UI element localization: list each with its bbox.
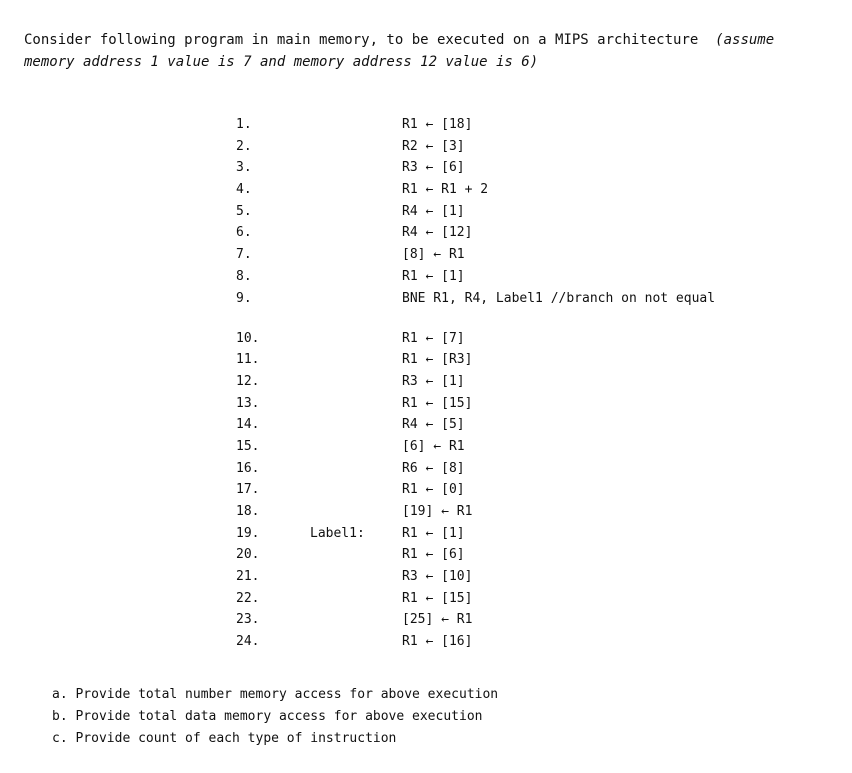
instruction: R4 ← [1] [402, 203, 465, 219]
instruction: R6 ← [8] [402, 460, 465, 476]
program-line [236, 436, 796, 458]
line-number: 23. [236, 612, 260, 628]
program-line [236, 349, 796, 371]
program-line [236, 588, 796, 610]
question-list [52, 684, 498, 750]
question-b: b. Provide total data memory access for above execution [52, 709, 483, 724]
line-number: 6. [236, 225, 252, 241]
line-number: 16. [236, 460, 260, 476]
instruction: [6] ← R1 [402, 438, 465, 454]
line-number: 5. [236, 203, 252, 219]
program-line [236, 157, 796, 179]
line-number: 11. [236, 352, 260, 368]
question-c: c. Provide count of each type of instruction [52, 731, 397, 746]
instruction: R2 ← [3] [402, 138, 465, 154]
instruction: [19] ← R1 [402, 504, 473, 519]
line-number: 7. [236, 247, 252, 263]
instruction: R1 ← [1] [402, 525, 465, 541]
line-number: 2. [236, 138, 252, 154]
question-a: a. Provide total number memory access for above execution [52, 687, 499, 702]
branch-label: Label1: [310, 525, 365, 541]
instruction: R1 ← [15] [402, 590, 473, 606]
line-number: 15. [236, 438, 260, 454]
program-line [236, 414, 796, 436]
line-number: 20. [236, 547, 260, 563]
instruction: R1 ← [1] [402, 268, 465, 284]
instruction: R3 ← [1] [402, 373, 465, 389]
program-line [236, 544, 796, 566]
program-line [236, 201, 796, 223]
line-number: 19. [236, 525, 260, 541]
line-number: 9. [236, 290, 252, 306]
instruction: [25] ← R1 [402, 612, 473, 628]
line-number: 24. [236, 634, 260, 650]
instruction: R1 ← [R3] [402, 352, 473, 368]
line-number: 21. [236, 569, 260, 585]
program-line [236, 566, 796, 588]
program-line [236, 328, 796, 350]
instruction: R3 ← [10] [402, 569, 473, 585]
instruction: BNE R1, R4, Label1 //branch on not equal [402, 290, 716, 306]
program-line [236, 179, 796, 201]
instruction: R1 ← [0] [402, 482, 465, 498]
instruction: R1 ← [15] [402, 395, 473, 411]
program-line [236, 458, 796, 480]
instruction: R3 ← [6] [402, 160, 465, 176]
line-number: 14. [236, 417, 260, 433]
line-number: 12. [236, 373, 260, 389]
program-line [236, 479, 796, 501]
assumption-note: (assume memory address 1 value is 7 and memory address 12 value is 6) [24, 32, 783, 70]
line-number: 17. [236, 482, 260, 498]
line-number: 13. [236, 395, 260, 411]
line-number: 1. [236, 117, 252, 132]
line-number: 3. [236, 160, 252, 176]
instruction: R1 ← [7] [402, 330, 465, 346]
program-line [236, 244, 796, 266]
instruction: R1 ← [16] [402, 634, 473, 650]
instruction: [8] ← R1 [402, 247, 465, 263]
line-number: 10. [236, 330, 260, 346]
problem-text: Consider following program in main memory, to be executed on a MIPS architecture [24, 32, 716, 48]
problem-statement [24, 29, 824, 73]
program-line [236, 222, 796, 244]
program-line [236, 371, 796, 393]
instruction: R1 ← [18] [402, 117, 473, 132]
line-number: 4. [236, 182, 252, 198]
program-line [236, 393, 796, 415]
instruction: R4 ← [12] [402, 225, 473, 241]
program-line [236, 114, 796, 136]
line-number: 8. [236, 268, 252, 284]
program-listing [236, 114, 796, 653]
instruction: R4 ← [5] [402, 417, 465, 433]
instruction: R1 ← [6] [402, 547, 465, 563]
program-line [236, 523, 796, 545]
line-number: 22. [236, 590, 260, 606]
program-line [236, 501, 796, 523]
program-line [236, 609, 796, 631]
program-line [236, 288, 796, 328]
program-line [236, 631, 796, 653]
program-line [236, 266, 796, 288]
line-number: 18. [236, 504, 260, 519]
instruction: R1 ← R1 + 2 [402, 182, 489, 198]
program-line [236, 136, 796, 158]
